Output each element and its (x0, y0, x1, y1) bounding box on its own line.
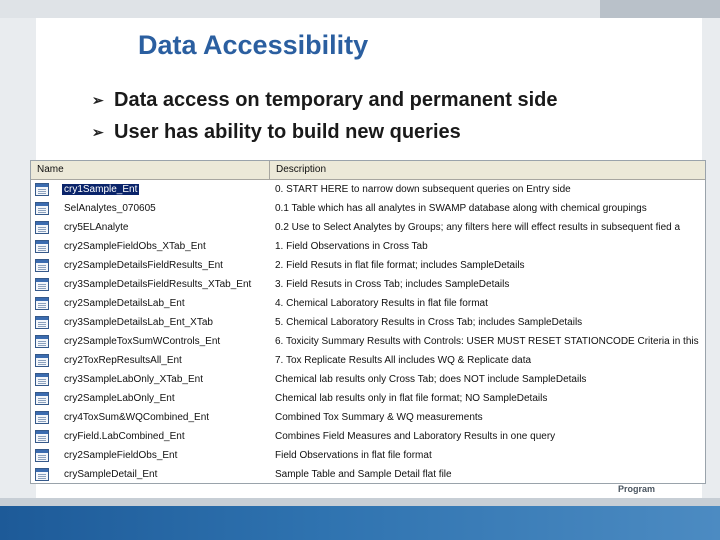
query-name[interactable]: cry2SampleDetailsFieldResults_Ent (64, 260, 223, 271)
query-icon[interactable] (35, 259, 49, 272)
query-description: 5. Chemical Laboratory Results in Cross Tab; includes SampleDetails (275, 317, 583, 328)
query-description: Combined Tox Summary & WQ measurements (275, 412, 483, 423)
query-row[interactable] (31, 465, 705, 484)
query-name[interactable]: cry3SampleDetailsLab_Ent_XTab (64, 317, 213, 328)
query-icon[interactable] (35, 202, 49, 215)
query-name-cell[interactable] (31, 430, 269, 443)
query-name[interactable]: cry2SampleFieldObs_Ent (64, 450, 178, 461)
query-name-cell[interactable] (31, 221, 269, 234)
query-description: 2. Field Resuts in flat file format; includes SampleDetails (275, 260, 525, 271)
query-row[interactable] (31, 180, 705, 199)
query-row[interactable] (31, 370, 705, 389)
query-description: 6. Toxicity Summary Results with Controls: USER MUST RESET STATIONCODE Criteria in this (275, 336, 699, 347)
query-rows (31, 180, 705, 484)
bullet-item (92, 84, 558, 116)
query-name-cell[interactable] (31, 183, 269, 196)
query-row[interactable] (31, 332, 705, 351)
query-icon[interactable] (35, 373, 49, 386)
query-name-cell[interactable] (31, 411, 269, 424)
query-description: Chemical lab results only Cross Tab; does NOT include SampleDetails (275, 374, 587, 385)
query-icon[interactable] (35, 278, 49, 291)
arrow-bullet-icon: ➢ (92, 123, 104, 140)
query-name-cell[interactable] (31, 468, 269, 481)
query-description: Sample Table and Sample Detail flat file (275, 469, 452, 480)
query-description: 3. Field Resuts in Cross Tab; includes SampleDetails (275, 279, 510, 290)
query-name-cell[interactable] (31, 392, 269, 405)
query-row[interactable] (31, 313, 705, 332)
query-name[interactable]: cryField.LabCombined_Ent (64, 431, 185, 442)
query-description: Combines Field Measures and Laboratory Results in one query (275, 431, 556, 442)
query-row[interactable] (31, 408, 705, 427)
query-name-cell[interactable] (31, 316, 269, 329)
query-icon[interactable] (35, 468, 49, 481)
query-icon[interactable] (35, 221, 49, 234)
query-name[interactable]: cry2SampleFieldObs_XTab_Ent (64, 241, 206, 252)
slide-bottom-divider (0, 498, 720, 506)
query-icon[interactable] (35, 411, 49, 424)
query-description: 1. Field Observations in Cross Tab (275, 241, 428, 252)
bullet-text: Data access on temporary and permanent side (114, 88, 558, 111)
list-column-header (31, 161, 705, 180)
query-name-cell[interactable] (31, 240, 269, 253)
query-name-cell[interactable] (31, 335, 269, 348)
query-name-cell[interactable] (31, 202, 269, 215)
bullet-list (92, 84, 558, 148)
query-name-cell[interactable] (31, 297, 269, 310)
query-name-cell[interactable] (31, 354, 269, 367)
query-name-cell[interactable] (31, 259, 269, 272)
query-icon[interactable] (35, 430, 49, 443)
query-icon[interactable] (35, 183, 49, 196)
query-description: 4. Chemical Laboratory Results in flat file format (275, 298, 488, 309)
query-description: 0. START HERE to narrow down subsequent queries on Entry side (275, 184, 571, 195)
query-icon[interactable] (35, 392, 49, 405)
query-description: 0.2 Use to Select Analytes by Groups; any filters here will effect results in subsequent fied a (275, 222, 681, 233)
query-name[interactable]: cry2SampleLabOnly_Ent (64, 393, 175, 404)
arrow-bullet-icon: ➢ (92, 91, 104, 108)
query-name[interactable]: cry5ELAnalyte (64, 222, 129, 233)
bullet-item (92, 116, 558, 148)
query-name[interactable]: cry4ToxSum&WQCombined_Ent (64, 412, 210, 423)
query-list-view[interactable] (30, 160, 706, 484)
query-name-cell[interactable] (31, 373, 269, 386)
query-name[interactable]: cry1Sample_Ent (64, 184, 138, 195)
query-row[interactable] (31, 237, 705, 256)
query-row[interactable] (31, 294, 705, 313)
query-icon[interactable] (35, 297, 49, 310)
query-icon[interactable] (35, 335, 49, 348)
query-row[interactable] (31, 199, 705, 218)
query-icon[interactable] (35, 354, 49, 367)
query-name[interactable]: SelAnalytes_070605 (64, 203, 156, 214)
column-header-description[interactable]: Description (276, 164, 327, 175)
footer-program-label: Program (618, 484, 656, 494)
query-description: Chemical lab results only in flat file format; NO SampleDetails (275, 393, 548, 404)
slide-title: Data Accessibility (138, 30, 369, 60)
query-name[interactable]: crySampleDetail_Ent (64, 469, 158, 480)
query-name[interactable]: cry2SampleDetailsLab_Ent (64, 298, 185, 309)
slide-top-band-accent (600, 0, 720, 18)
query-name[interactable]: cry2ToxRepResultsAll_Ent (64, 355, 182, 366)
query-name-cell[interactable] (31, 449, 269, 462)
query-name-cell[interactable] (31, 278, 269, 291)
query-name[interactable]: cry3SampleDetailsFieldResults_XTab_Ent (64, 279, 252, 290)
slide-bottom-band (0, 506, 720, 540)
query-row[interactable] (31, 275, 705, 294)
bullet-text: User has ability to build new queries (114, 120, 461, 143)
query-description: 7. Tox Replicate Results All includes WQ & Replicate data (275, 355, 532, 366)
query-icon[interactable] (35, 316, 49, 329)
query-row[interactable] (31, 446, 705, 465)
query-row[interactable] (31, 351, 705, 370)
query-icon[interactable] (35, 449, 49, 462)
query-row[interactable] (31, 427, 705, 446)
query-description: Field Observations in flat file format (275, 450, 432, 461)
column-header-name[interactable]: Name (31, 161, 270, 179)
query-row[interactable] (31, 218, 705, 237)
query-description: 0.1 Table which has all analytes in SWAMP database along with chemical groupings (275, 203, 647, 214)
query-icon[interactable] (35, 240, 49, 253)
query-name[interactable]: cry2SampleToxSumWControls_Ent (64, 336, 221, 347)
query-row[interactable] (31, 389, 705, 408)
query-name[interactable]: cry3SampleLabOnly_XTab_Ent (64, 374, 203, 385)
query-row[interactable] (31, 256, 705, 275)
